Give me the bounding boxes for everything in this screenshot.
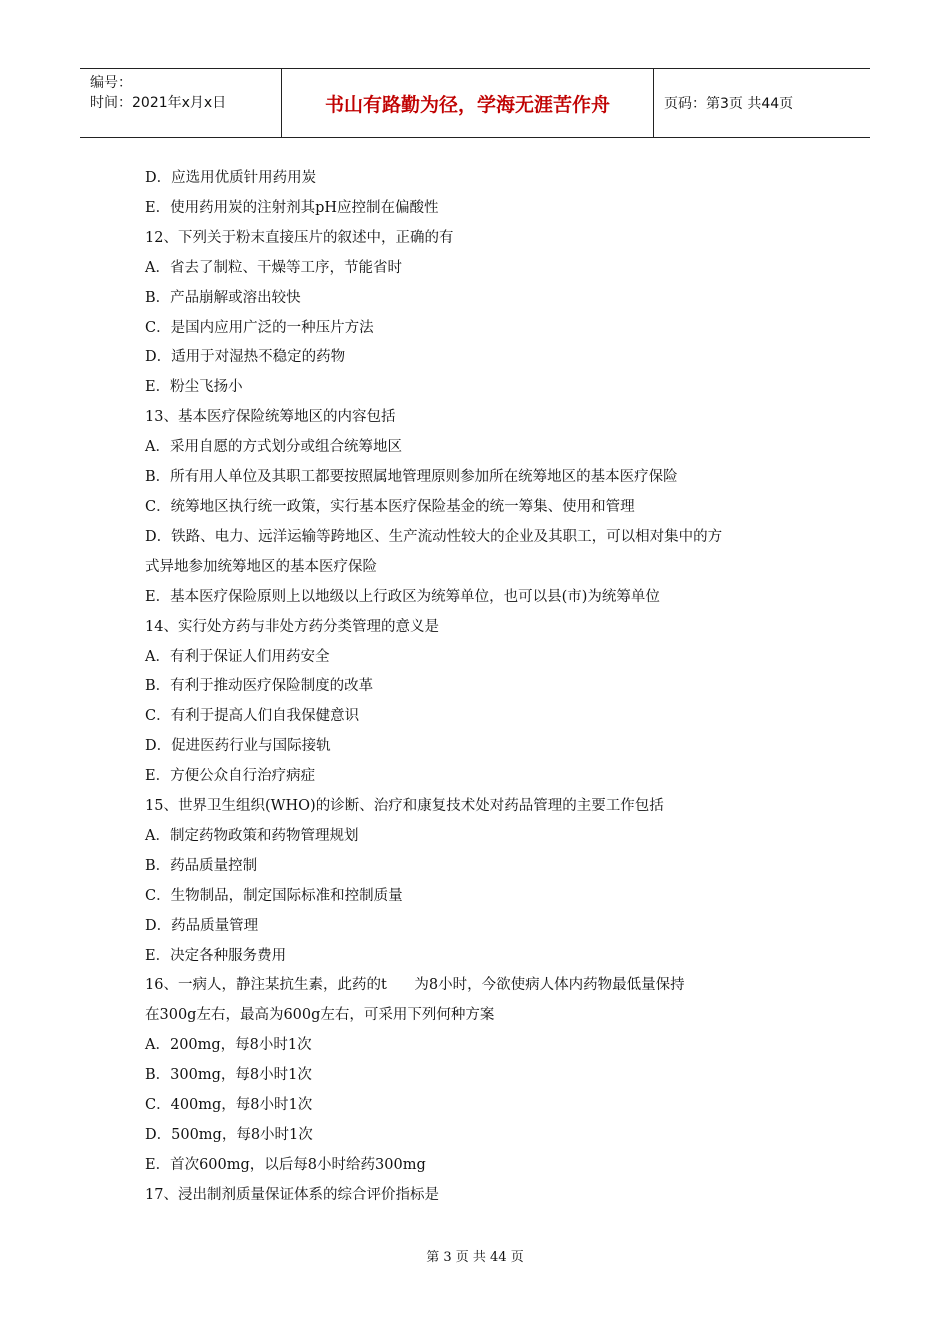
text-line: C．生物制品，制定国际标准和控制质量 (145, 887, 403, 904)
text-line: C．有利于提高人们自我保健意识 (145, 708, 360, 725)
text-line: A．有利于保证人们用药安全 (145, 648, 330, 665)
text-line: D．适用于对湿热不稳定的药物 (145, 349, 346, 366)
text-line: E．基本医疗保险原则上以地级以上行政区为统筹单位，也可以县(市)为统筹单位 (145, 588, 660, 605)
header-page-info: 页码：第3页 共44页 (664, 96, 794, 112)
page-footer: 第 3 页 共 44 页 (426, 1250, 524, 1265)
text-line: D．铁路、电力、远洋运输等跨地区、生产流动性较大的企业及其职工，可以相对集中的方 (145, 528, 723, 545)
text-line: E．首次600mg，以后每8小时给药300mg (145, 1156, 426, 1173)
question-stem: 12、下列关于粉末直接压片的叙述中，正确的有 (145, 229, 454, 246)
text-line: A．采用自愿的方式划分或组合统筹地区 (145, 439, 402, 456)
question-body (145, 164, 825, 1211)
text-line: D．促进医药行业与国际接轨 (145, 738, 331, 755)
text-line: E．方便公众自行治疗病症 (145, 768, 316, 785)
text-line: B．有利于推动医疗保险制度的改革 (145, 678, 374, 695)
text-line: C．统筹地区执行统一政策，实行基本医疗保险基金的统一筹集、使用和管理 (145, 498, 635, 515)
text-line: A．省去了制粒、干燥等工序，节能省时 (145, 259, 402, 276)
question-stem: 14、实行处方药与非处方药分类管理的意义是 (145, 618, 439, 635)
text-line: B．300mg，每8小时1次 (145, 1067, 312, 1084)
question-stem: 13、基本医疗保险统筹地区的内容包括 (145, 409, 396, 426)
question-stem: 16、一病人，静注某抗生素，此药的t 为8小时，今欲使病人体内药物最低量保持 (145, 977, 685, 994)
text-line: B．所有用人单位及其职工都要按照属地管理原则参加所在统筹地区的基本医疗保险 (145, 469, 678, 486)
question-stem: 15、世界卫生组织(WHO)的诊断、治疗和康复技术处对药品管理的主要工作包括 (145, 798, 664, 815)
text-line: D．500mg，每8小时1次 (145, 1127, 313, 1143)
text-line: C．400mg，每8小时1次 (145, 1097, 313, 1114)
text-line: E．粉尘飞扬小 (145, 379, 243, 396)
text-line: C．是国内应用广泛的一种压片方法 (145, 319, 374, 336)
question-stem: 17、浸出制剂质量保证体系的综合评价指标是 (145, 1186, 439, 1203)
text-line: 在300g左右，最高为600g左右，可采用下列何种方案 (145, 1007, 495, 1024)
text-line: B．产品崩解或溶出较快 (145, 289, 301, 306)
text-line: E．决定各种服务费用 (145, 947, 287, 964)
text-line: B．药品质量控制 (145, 857, 258, 874)
page-header (80, 68, 870, 138)
text-line: A．制定药物政策和药物管理规划 (145, 827, 359, 844)
header-meta (80, 69, 282, 137)
text-line: D．药品质量管理 (145, 917, 259, 934)
text-line: E．使用药用炭的注射剂其pH应控制在偏酸性 (145, 199, 439, 216)
header-motto: 书山有路勤为径，学海无涯苦作舟 (282, 69, 654, 137)
document-date: 时间：2021年x月x日 (90, 95, 227, 111)
text-line: A．200mg，每8小时1次 (145, 1037, 312, 1054)
text-line: D．应选用优质针用药用炭 (145, 170, 317, 186)
text-line: 式异地参加统筹地区的基本医疗保险 (145, 558, 377, 575)
document-number-label: 编号： (90, 75, 132, 91)
